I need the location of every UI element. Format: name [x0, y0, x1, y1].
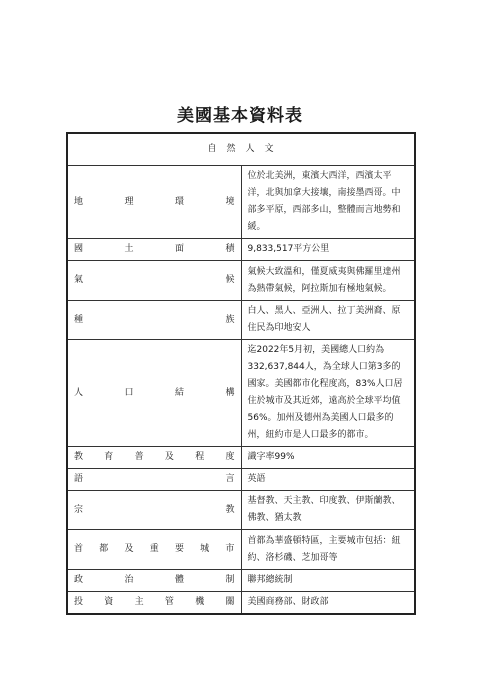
table-row	[67, 570, 415, 592]
row-value: 英語	[241, 469, 415, 491]
row-label	[67, 530, 241, 570]
row-value: 美國商務部、財政部	[241, 592, 415, 615]
row-value: 基督教、天主教、印度教、伊斯蘭教、佛教、猶太教	[241, 491, 415, 530]
table-row	[67, 239, 415, 261]
row-label	[67, 239, 241, 261]
table-row	[67, 340, 415, 447]
table-row	[67, 301, 415, 340]
row-value: 位於北美洲，東濱大西洋，西濱太平洋，北與加拿大接壤，南接墨西哥。中部多平原，西部多山，整體而言地勢和緩。	[241, 166, 415, 239]
row-label	[67, 570, 241, 592]
row-value: 首都為華盛頓特區，主要城市包括：紐約、洛杉磯、芝加哥等	[241, 530, 415, 570]
table-row	[67, 261, 415, 301]
row-label	[67, 166, 241, 239]
row-value: 氣候大致溫和，僅夏威夷與佛羅里達州為熱帶氣候，阿拉斯加有極地氣候。	[241, 261, 415, 301]
table-row	[67, 530, 415, 570]
row-label	[67, 447, 241, 469]
row-label	[67, 592, 241, 615]
row-value: 聯邦總統制	[241, 570, 415, 592]
row-value: 識字率99%	[241, 447, 415, 469]
row-label	[67, 261, 241, 301]
row-label	[67, 301, 241, 340]
document-title: 美國基本資料表	[177, 106, 303, 126]
row-label-text: 地 理 環 境	[74, 196, 235, 207]
row-label-text: 教 育 普 及 程 度	[74, 452, 235, 462]
row-label-text: 國 土 面 積	[74, 244, 235, 254]
row-label-text: 人 口 結 構	[74, 387, 235, 398]
row-label-text: 投 資 主 管 機 關	[74, 597, 235, 607]
table-row	[67, 491, 415, 530]
row-label-text: 氣 候	[74, 275, 235, 285]
row-value: 白人、黑人、亞洲人、拉丁美洲裔、原住民為印地安人	[241, 301, 415, 340]
table-row	[67, 592, 415, 615]
row-label-text: 政 治 體 制	[74, 575, 235, 585]
row-label-text: 種 族	[74, 314, 235, 325]
row-label-text: 首 都 及 重 要 城 市	[74, 544, 235, 554]
row-label	[67, 469, 241, 491]
row-label	[67, 491, 241, 530]
row-label-text: 宗 教	[74, 504, 235, 515]
row-value: 9,833,517平方公里	[241, 239, 415, 261]
row-label	[67, 340, 241, 447]
section-header: 自然人文	[67, 133, 415, 166]
country-info-table	[66, 132, 416, 615]
row-value: 迄2022年5月初，美國總人口約為332,637,844人，為全球人口第3多的國家。美國都市化程度高，83%人口居住於城市及其近郊，遠高於全球平均值56%。加州及德州為美國人口最多的州，紐約市是人口最多的都市。	[241, 340, 415, 447]
section-header-row	[67, 133, 415, 166]
row-label-text: 語 言	[74, 474, 235, 484]
table-row	[67, 447, 415, 469]
table-row	[67, 166, 415, 239]
table-row	[67, 469, 415, 491]
